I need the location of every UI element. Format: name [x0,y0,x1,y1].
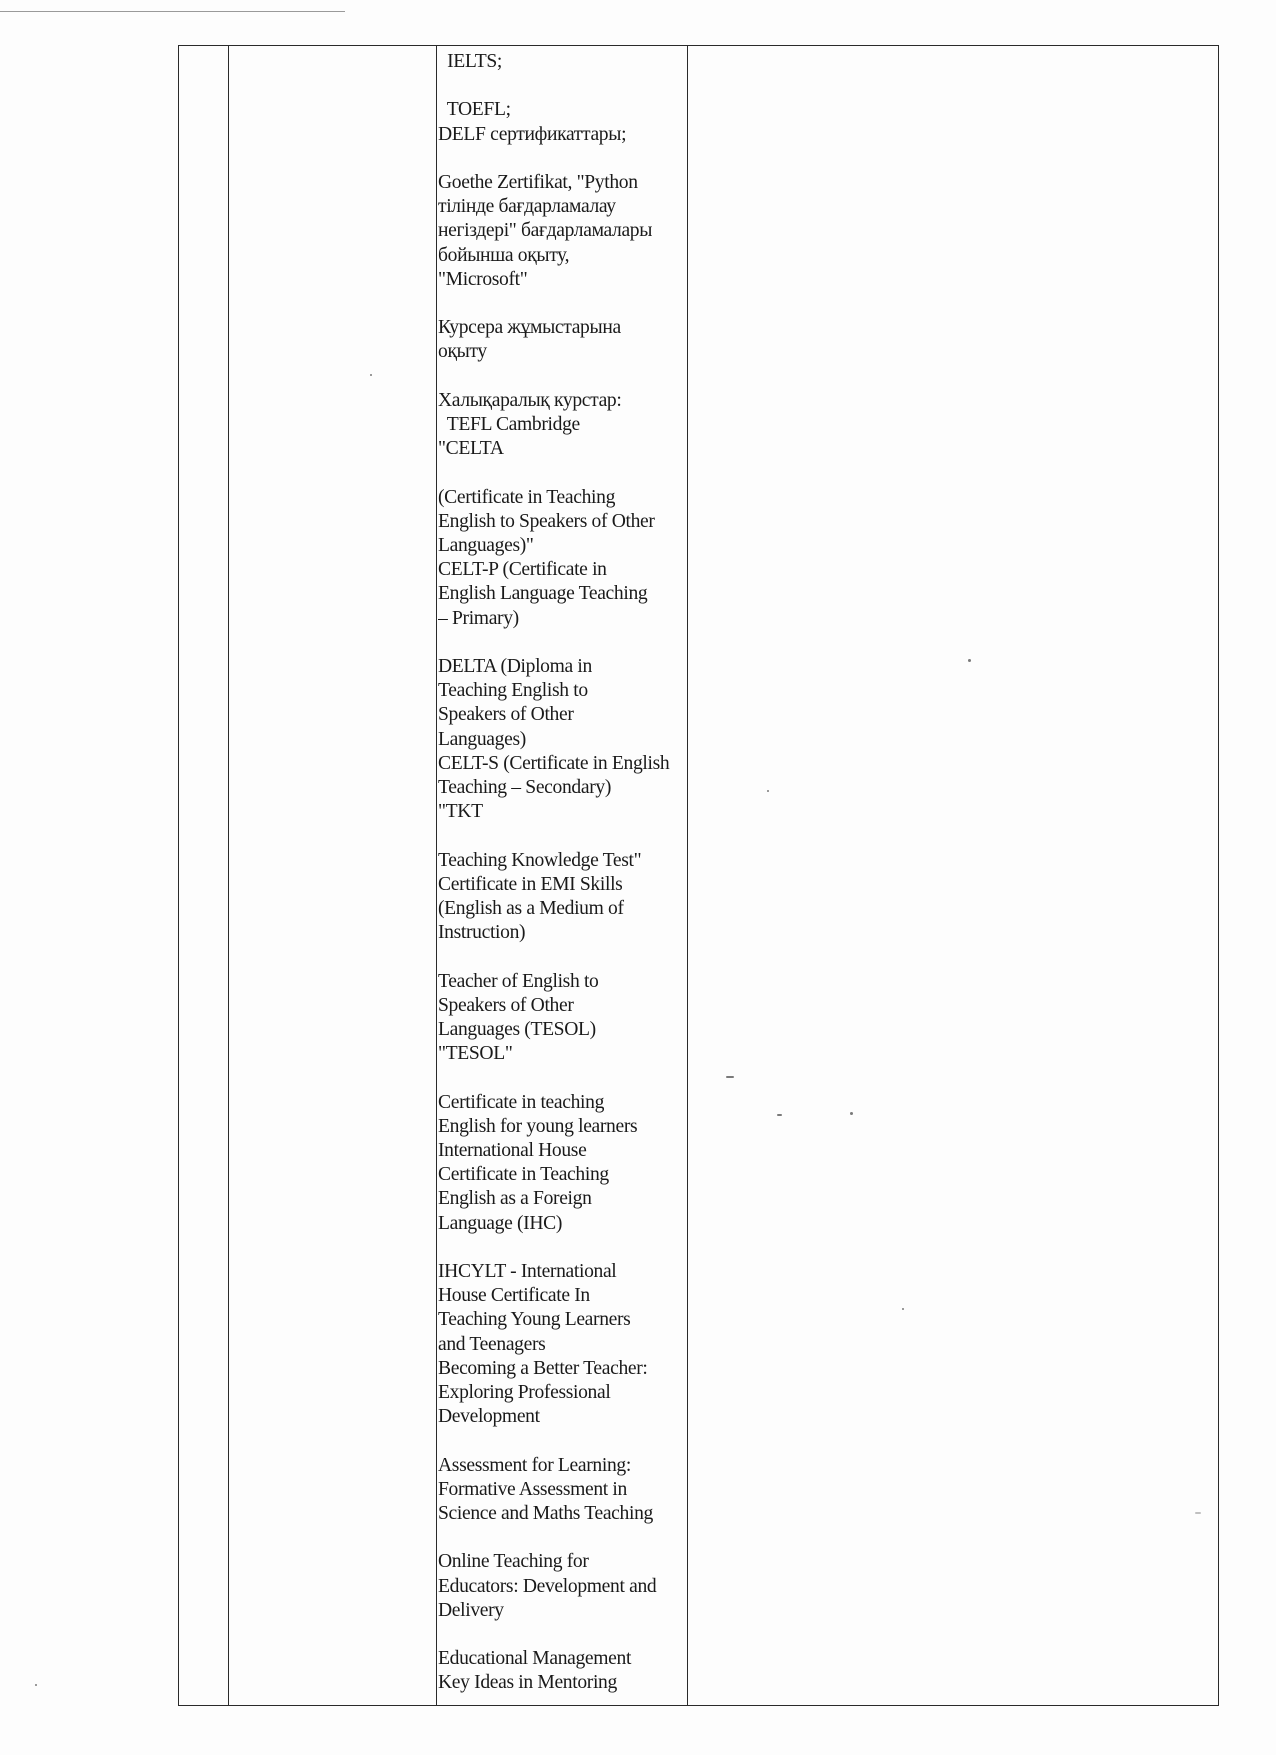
scan-speck [35,1684,37,1686]
blank-line [438,631,687,655]
text-line: Халықаралық курстар: [438,389,622,411]
blank-line [438,1623,687,1647]
text-line: Speakers of Other [438,994,574,1016]
scan-speck [1195,1512,1201,1514]
text-line: Formative Assessment in [438,1478,627,1500]
text-line: Certificate in EMI Skills [438,873,623,895]
blank-line [438,945,687,969]
blank-line [438,74,687,98]
text-line: – Primary) [438,607,519,629]
blank-line [438,1236,687,1260]
text-line: Certificate in Teaching [438,1164,609,1186]
text-line: Becoming a Better Teacher: [438,1357,648,1379]
text-line: (Certificate in Teaching [438,486,616,508]
text-line: CELT-P (Certificate in [438,559,607,581]
text-line: бойынша оқыту, [438,244,570,266]
text-line: "Microsoft" [438,268,528,290]
scan-speck [968,659,971,662]
text-line: English as a Foreign [438,1188,592,1210]
text-line: Instruction) [438,922,526,944]
scan-speck [850,1112,853,1115]
text-line: IELTS; [438,51,502,72]
text-line: Goethe Zertifikat, "Python [438,171,638,193]
scan-edge-mark [0,11,345,12]
text-line: Languages) [438,728,526,750]
blank-line [438,1429,687,1453]
blank-line [438,824,687,848]
text-line: Teaching English to [438,680,588,702]
text-line: "TKT [438,801,483,823]
text-line: TEFL Cambridge [438,413,580,435]
text-line: Key Ideas in Mentoring [438,1672,617,1694]
text-line: "TESOL" [438,1043,513,1065]
blank-line [438,292,687,316]
text-line: IHCYLT - International [438,1261,617,1282]
text-line: оқыту [438,341,487,363]
courses-cell [438,46,687,1705]
text-line: Speakers of Other [438,704,574,726]
text-line: Teaching – Secondary) [438,777,611,798]
text-line: International House [438,1140,587,1161]
text-line: Languages)" [438,534,534,556]
column-divider-2 [436,46,437,1705]
blank-line [438,1066,687,1090]
text-line: Language (IHC) [438,1212,563,1234]
text-line: Languages (TESOL) [438,1019,596,1040]
text-line: Exploring Professional [438,1382,611,1404]
blank-line [438,1526,687,1550]
blank-line [438,365,687,389]
scan-speck [726,1076,734,1078]
document-table [178,45,1219,1706]
text-line: Teaching Young Learners [438,1309,631,1331]
text-line: TOEFL; [438,99,511,121]
text-line: English to Speakers of Other [438,510,655,532]
text-line: Development [438,1406,540,1428]
text-line: "CELTA [438,438,504,460]
text-line: негіздері" бағдарламалары [438,220,653,242]
scan-speck [767,790,769,792]
column-divider-1 [228,46,229,1705]
text-line: Educational Management [438,1648,632,1670]
scan-speck [370,374,372,376]
text-line: (English as a Medium of [438,898,624,919]
text-line: English Language Teaching [438,583,648,605]
blank-line [438,147,687,171]
text-line: тілінде бағдарламалау [438,196,616,218]
text-line: and Teenagers [438,1333,546,1355]
text-line: CELT-S (Certificate in English [438,752,670,774]
text-line: Educators: Development and [438,1575,657,1597]
blank-line [438,461,687,485]
column-divider-3 [687,46,688,1705]
text-line: Certificate in teaching [438,1091,605,1113]
text-line: DELTA (Diploma in [438,655,592,677]
scan-speck [777,1114,782,1116]
text-line: DELF сертификаттары; [438,123,627,145]
text-line: English for young learners [438,1115,638,1137]
text-line: House Certificate In [438,1285,590,1307]
text-line: Курсера жұмыстарына [438,317,621,339]
text-line: Teacher of English to [438,970,599,992]
text-line: Teaching Knowledge Test" [438,849,642,871]
scan-speck [902,1308,904,1310]
text-line: Assessment for Learning: [438,1454,631,1476]
text-line: Science and Maths Teaching [438,1503,653,1525]
text-line: Delivery [438,1599,504,1621]
text-line: Online Teaching for [438,1551,589,1573]
